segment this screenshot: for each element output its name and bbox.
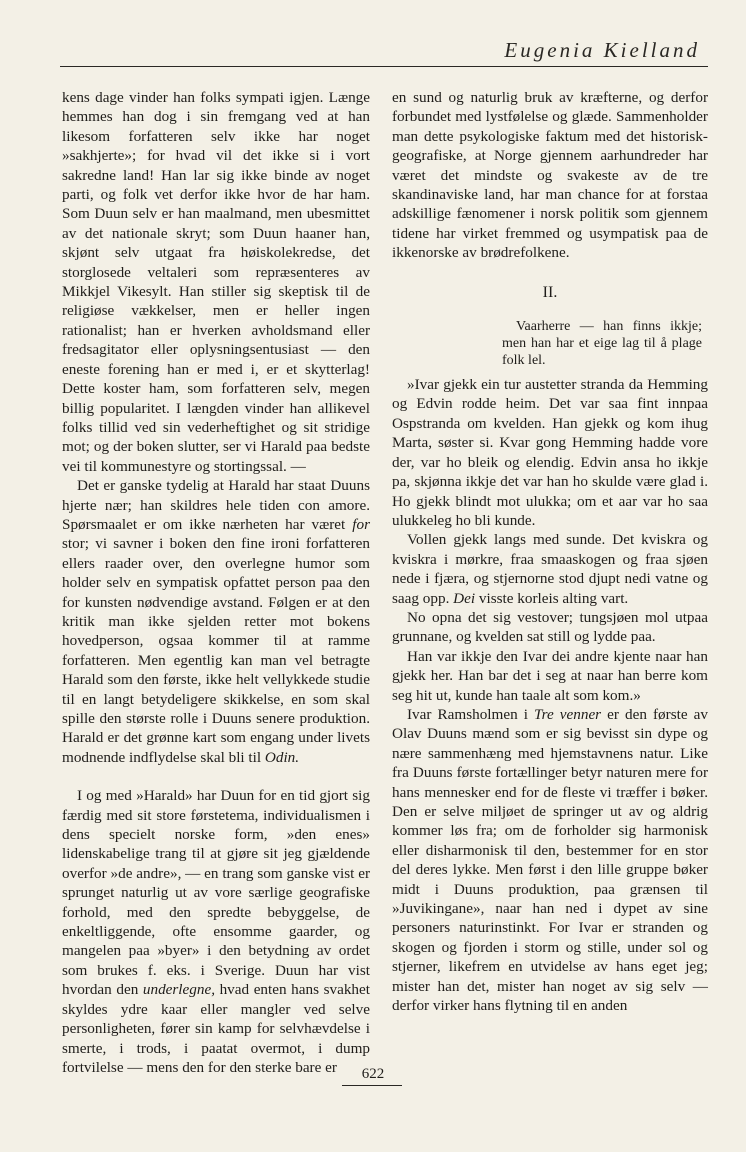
quote-paragraph <box>392 530 708 608</box>
section-number: II. <box>542 283 558 301</box>
emphasis-text: Odin. <box>264 748 300 766</box>
paragraph <box>62 476 370 767</box>
left-column <box>62 88 370 1077</box>
quote-text: »Ivar gjekk ein tur austetter stranda da Hemming og Edvin rodde heim. Det var saa fint innpaa Ospstranda om kvelden. Han gjekk og kom ihug Marta, søster si. Kvar gong Hemming hadde vore der, var ho bleik og elendig. Edvin ansa ho ikkje pa, skjønna ikkje det var han ho skulde være glad i. Ho gjekk blindt mot ulukka; om et aar var ho saa ulukkeleg ho bli kunde. <box>392 376 708 529</box>
right-column <box>392 88 708 1015</box>
paragraph-text: kens dage vinder han folks sympati igjen. Længe hemmes han dog i sin fremgang ved at han likesom forfatteren selv ikke har noget »sakhjerte»; for hvad vil det ikke si i vort sakredne land! Han lar sig ikke binde av noget parti, og folk vet derfor ikke hvor de har ham. Som Duun selv er han maalmand, men ubesmittet av det nationale skryt; som Duun haaner han, skjønt selv utgaat fra høiskolekredse, det storglosede veltaleri som repræsenteres av Mikkjel Vikesylt. Han stiller sig skeptisk til de religiøse vækkelser, men er heller ingen rationalist; han er hverken avholdsmand eller fredsagitator eller oplysningsentusiast — den eneste forening han er med i, er et skytterlag! Dette koster ham, som forfatteren selv, megen billig popularitet. I længden vinder han allikevel folks tillid ved sin vederheftighet og sit stridige mot; og der boken slutter, ser vi Harald paa bedste vei til kommunestyre og stortingssal. — <box>62 89 370 475</box>
emphasis-text: underlegne, <box>142 981 215 999</box>
paragraph-text: hvad enten hans svakhet skyldes ydre kaar eller mangler ved selve personligheten, fører sin kamp for selvhævdelse i smerte, i trods, i paatat overmot, i dump fortvilelse — mens den for den sterke bare er <box>62 981 370 1076</box>
paragraph-text: Ivar Ramsholmen i <box>407 705 535 723</box>
paragraph <box>392 88 708 263</box>
paragraph-text: stor; vi savner i boken den fine ironi forfatteren ellers raader over, den overlegne humor som holder selv en sympatisk opfattet person paa den for kunsten nødvendige avstand. Følgen er at den kritik man ikke sjelden retter mot bokens hovedperson, ogsaa kommer til at ramme forfatteren. Men egentlig kan man vel betragte Harald som den første, ikke helt vellykkede studie til en langt betydeligere skikkelse, en som skal spille den største rolle i Duuns senere produktion. Harald er det grønne kart som engang under livets modnende indflydelse skal bli til <box>62 535 370 766</box>
paragraph-text: Det er ganske tydelig at Harald har staat Duuns hjerte nær; han skildres hele tiden con amore. Spørsmaalet er om ikke nærheten har været <box>62 477 370 533</box>
quote-text: Han var ikkje den Ivar dei andre kjente naar han gjekk her. Han bar det i seg at naar han berre kom seg hit ut, kunde han taale alt som kom.» <box>392 647 708 704</box>
quote-text: Vollen gjekk langs med sunde. Det kviskra og kviskra i mørkre, fraa smaaskogen og fraa sjøen nede i fjæra, og stjernorne stod djupt nedi vatne og saag opp. <box>392 531 708 607</box>
quote-paragraph <box>392 375 708 530</box>
paragraph-text: I og med »Harald» har Duun for en tid gjort sig færdig med sit store førstetema, individualismen i dens specielt norske form, »den enes» lidenskabelige trang til at gjøre sit jeg gjældende overfor »de andre», — en trang som ganske vist er sprunget naturlig ut av vore særlige geografiske forhold, med den spredte bebyggelse, de enkeltliggende, ofte ensomme gaarder, og mangelen paa »byer» i den betydning av ordet som brukes f. eks. i Sverige. Duun har vist hvordan den <box>62 787 370 999</box>
epigraph <box>502 318 702 369</box>
running-title: Eugenia Kielland <box>504 38 700 62</box>
emphasis-text: Dei <box>453 589 476 607</box>
emphasis-text: Tre venner <box>534 705 602 723</box>
header-rule <box>60 66 708 67</box>
paragraph-text: en sund og naturlig bruk av kræfterne, og derfor forbundet med lystfølelse og glæde. Sammenholder man dette psykologiske faktum med det historisk-geografiske, at Norge gjennem aarhundreder har været det mindste og svakeste av de tre skandinaviske land, har man chance for at forstaa adskillige fænomener i norsk politik som gjennem tidene har virket fremmed og usympatisk paa de ikkenorske av brødrefolkene. <box>392 89 708 262</box>
quote-paragraph <box>392 647 708 705</box>
quote-text: No opna det sig vestover; tungsjøen mol utpaa grunnane, og kvelden sat still og lydde paa. <box>392 608 708 646</box>
paragraph <box>62 88 370 476</box>
paragraph <box>392 705 708 1016</box>
epigraph-text: Vaarherre — han finns ikkje; men han har et eige lag til å plage folk lel. <box>502 319 702 369</box>
footer-rule <box>342 1085 402 1086</box>
page-number: 622 <box>361 1066 385 1082</box>
emphasis-text: for <box>352 515 370 533</box>
paragraph-text: er den første av Olav Duuns mænd som er sig bevisst sin dype og nære sammenhæng med hjemstavnens natur. Like fra Duuns første fortællinger betyr naturen mere for hans mennesker end for de fleste vi træffer i bøker. Den er selve miljøet de springer ut av og aldrig kommer løs fra; om de forholder sig harmonisk eller disharmonisk til den, bestemmer for en stor del deres lykke. Men først i den lille gruppe bøker midt i Duuns produktion, paa grænsen til »Juvikingane», naar han ned i dypet av sine personers naturinstinkt. For Ivar er stranden og skogen og fjorden i storm og stille, under sol og stjerner, likefrem en utvidelse av hans eget jeg; mister han det, mister han noget av sig selv — derfor virker hans flytning til en anden <box>392 705 708 1015</box>
paragraph <box>62 786 370 1077</box>
quote-paragraph <box>392 608 708 647</box>
quote-text: visste korleis alting vart. <box>475 589 629 607</box>
